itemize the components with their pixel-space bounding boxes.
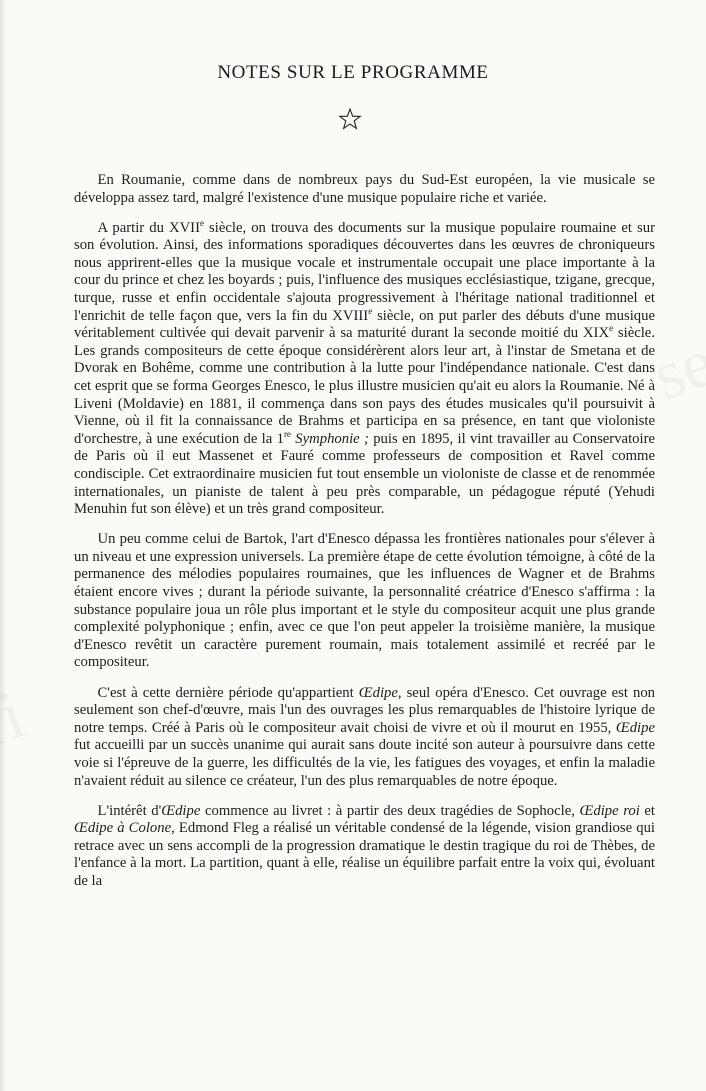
paragraph <box>74 531 655 672</box>
text-run: , seul opéra d'Enesco. Cet ouvrage est non seulement son chef-d'œuvre, mais l'un des ouvrages les plus remarquables de l'histoire lyrique de notre temps. Créé à Paris où le compositeur avait choisi de vivre et où il mourut en 1955, <box>74 684 656 736</box>
text-run: En Roumanie, comme dans de nombreux pays du Sud-Est européen, la vie musicale se développa assez tard, malgré l'existence d'une musique populaire riche et variée. <box>74 172 655 206</box>
text-run: Un peu comme celui de Bartok, l'art d'Enesco dépassa les frontières nationales pour s'élever à un niveau et une expression universels. La première étape de cette évolution témoigne, à côté de la permanence des mélodies populaires roumaines, que les influences de Wagner et de Brahms étaient encore vives ; durant la période suivante, la personnalité créatrice d'Enesco s'affirma : la substance populaire joua un rôle plus important et le style du compositeur acquit une plus grande complexité polyphonique ; enfin, avec ce que l'on peut appeler la troisième manière, la musique d'Enesco revêtit un caractère purement roumain, mais totalement assimilé et recréé par le compositeur. <box>74 531 655 671</box>
page-edge-shadow <box>0 0 6 1091</box>
superscript: re <box>283 428 291 439</box>
text-run: puis en 1895, il vint travailler au Conservatoire de Paris où il eut Massenet et Fauré comme professeurs de composition et Ravel comme condisciple. Cet extraordinaire musicien fut tout ensemble un violoniste de classe et de renommée internationales, un pianiste de talent à peu près comparable, un pédagogue réputé (Yehudi Menuhin fut son élève) et un très grand compositeur. <box>74 430 655 518</box>
text-run: C'est à cette dernière période qu'appartient <box>97 684 359 701</box>
paragraph <box>74 803 655 891</box>
text-run: siècle, on put parler des débuts d'une musique véritablement cultivée qui devait parvenir à sa maturité durant la seconde moitié du XIX <box>74 307 655 342</box>
text-run: et <box>639 802 656 819</box>
page-title: NOTES SUR LE PROGRAMME <box>217 62 489 83</box>
text-run: A partir du XVII <box>97 219 200 236</box>
superscript: e <box>609 323 614 334</box>
star-ornament-icon <box>338 107 362 131</box>
paragraph <box>74 685 655 791</box>
italic-title: Symphonie ; <box>295 430 369 447</box>
text-run: L'intérêt d' <box>97 802 162 819</box>
text-run: siècle. Les grands compositeurs de cette époque considérèrent alors leur art, à l'instar de Smetana et de Dvorak en Bohême, comme une contribution à la lutte pour l'indépendance nationale. C'est dans cet esprit que se forma Georges Enesco, le plus illustre musicien qu'ait eu alors la Roumanie. Né à Liveni (Moldavie) en 1881, il commença dans son pays des études musicales qu'il poursuivit à Vienne, où il fit la connaissance de Brahms et participa en sa présence, en tant que violoniste d'orchestre, à une exécution de la 1 <box>74 325 655 447</box>
italic-title: Œdipe roi <box>579 802 640 819</box>
italic-title: Œdipe <box>358 684 398 701</box>
italic-title: Œdipe <box>161 802 201 819</box>
italic-title: Œdipe à Colone, <box>74 820 175 837</box>
superscript: e <box>199 217 204 228</box>
paragraph <box>74 172 655 207</box>
superscript: e <box>368 305 373 316</box>
text-run: siècle, on trouva des documents sur la musique populaire roumaine et sur son évolution. Ainsi, des informations sporadiques découvertes dans les œuvres de chroniqueurs nous apprirent-elles que la musique vocale et instrumentale occupait une place importante à la cour du prince et chez les boyards ; puis, l'influence des musiques ecclésiastique, tzigane, grecque, turque, russe et enfin occidentale s'ajouta progressivement à l'héritage national traditionnel et l'enrichit de telle façon que, vers la fin du XVIII <box>74 219 655 324</box>
text-run: commence au livret : à partir des deux tragédies de Sophocle, <box>200 802 580 819</box>
article-body <box>74 172 655 903</box>
text-run: Edmond Fleg a réalisé un véritable condensé de la légende, vision grandiose qui retrace avec un sens accompli de la progression dramatique le destin tragique du roi de Thèbes, de l'enfance à la mort. La partition, quant à elle, réalise un équilibre parfait entre la voix qui, évoluant de la <box>74 820 655 889</box>
italic-title: Œdipe <box>615 719 655 736</box>
text-run: fut accueilli par un succès unanime qui aurait sans doute incité son auteur à poursuivre dans cette voie si l'épreuve de la guerre, les difficultés de la vie, les fatigues des voyages, et enfin la maladie n'avaient réduit au silence ce créateur, l'un des plus remarquables de notre époque. <box>74 737 655 789</box>
paragraph <box>74 217 655 519</box>
